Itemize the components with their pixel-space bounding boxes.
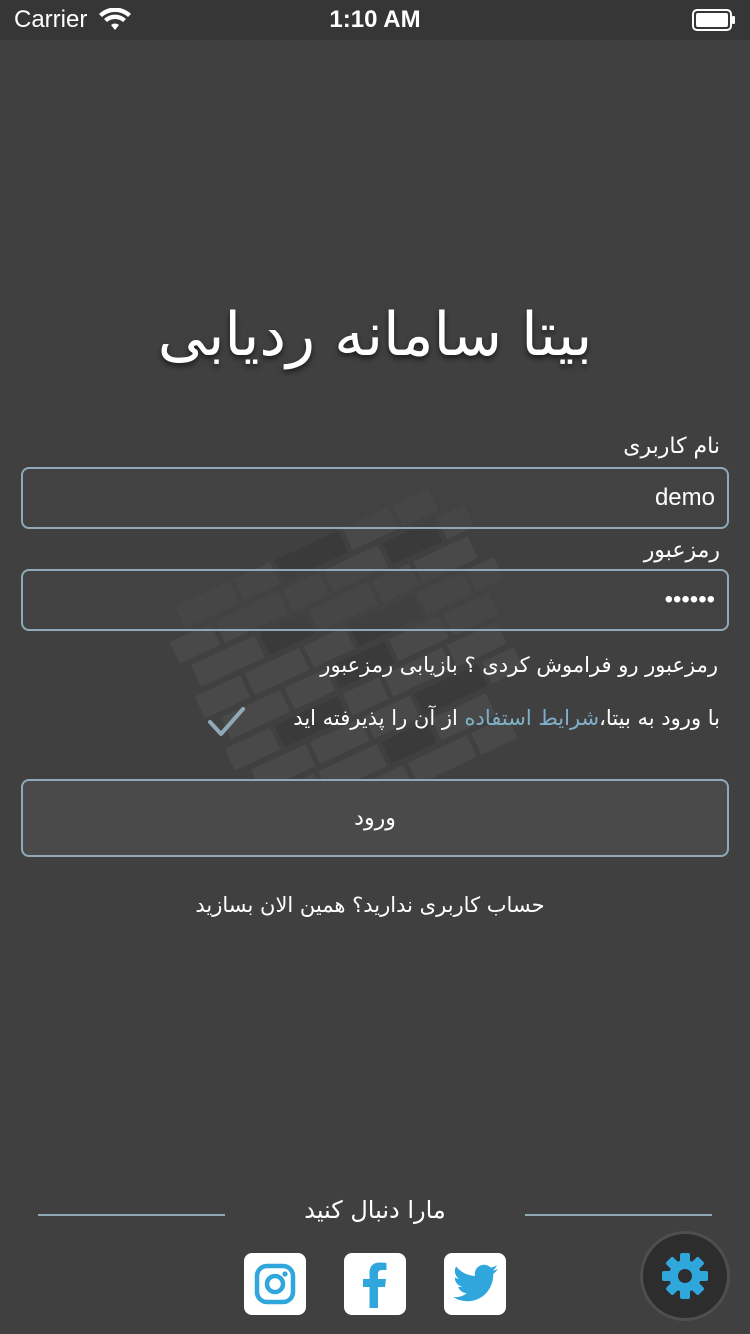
- forgot-password-text: رمزعبور رو فراموش کردی ؟: [464, 653, 718, 677]
- twitter-icon: [451, 1264, 499, 1304]
- facebook-icon: [354, 1260, 396, 1308]
- carrier-label: Carrier: [14, 6, 88, 33]
- password-value: ••••••: [664, 586, 715, 613]
- follow-us-label: مارا دنبال کنید: [304, 1196, 446, 1224]
- username-value: demo: [654, 484, 715, 511]
- battery-icon: [692, 9, 736, 31]
- instagram-button[interactable]: [244, 1253, 306, 1315]
- terms-suffix: از آن را پذیرفته اید: [293, 706, 458, 730]
- forgot-password-row: [320, 653, 718, 677]
- username-field[interactable]: [21, 467, 729, 529]
- app-title: بیتا سامانه ردیابی: [157, 300, 593, 370]
- twitter-button[interactable]: [444, 1253, 506, 1315]
- instagram-icon: [254, 1263, 296, 1305]
- settings-button[interactable]: [640, 1231, 730, 1321]
- facebook-button[interactable]: [344, 1253, 406, 1315]
- login-button[interactable]: ورود: [21, 779, 729, 857]
- signup-link[interactable]: حساب کاربری ندارید؟ همین الان بسازید: [195, 893, 545, 917]
- gear-icon: [660, 1251, 710, 1301]
- terms-prefix: با ورود به بیتا،: [599, 706, 720, 730]
- status-time: 1:10 AM: [329, 6, 421, 33]
- status-bar: [0, 0, 750, 40]
- password-label: رمزعبور: [643, 538, 720, 563]
- terms-link[interactable]: شرایط استفاده: [464, 706, 600, 730]
- checkmark-icon[interactable]: [206, 704, 246, 740]
- password-field[interactable]: [21, 569, 729, 631]
- username-label: نام کاربری: [623, 434, 720, 459]
- terms-row: [293, 706, 720, 730]
- forgot-password-link[interactable]: بازیابی رمزعبور: [320, 653, 458, 677]
